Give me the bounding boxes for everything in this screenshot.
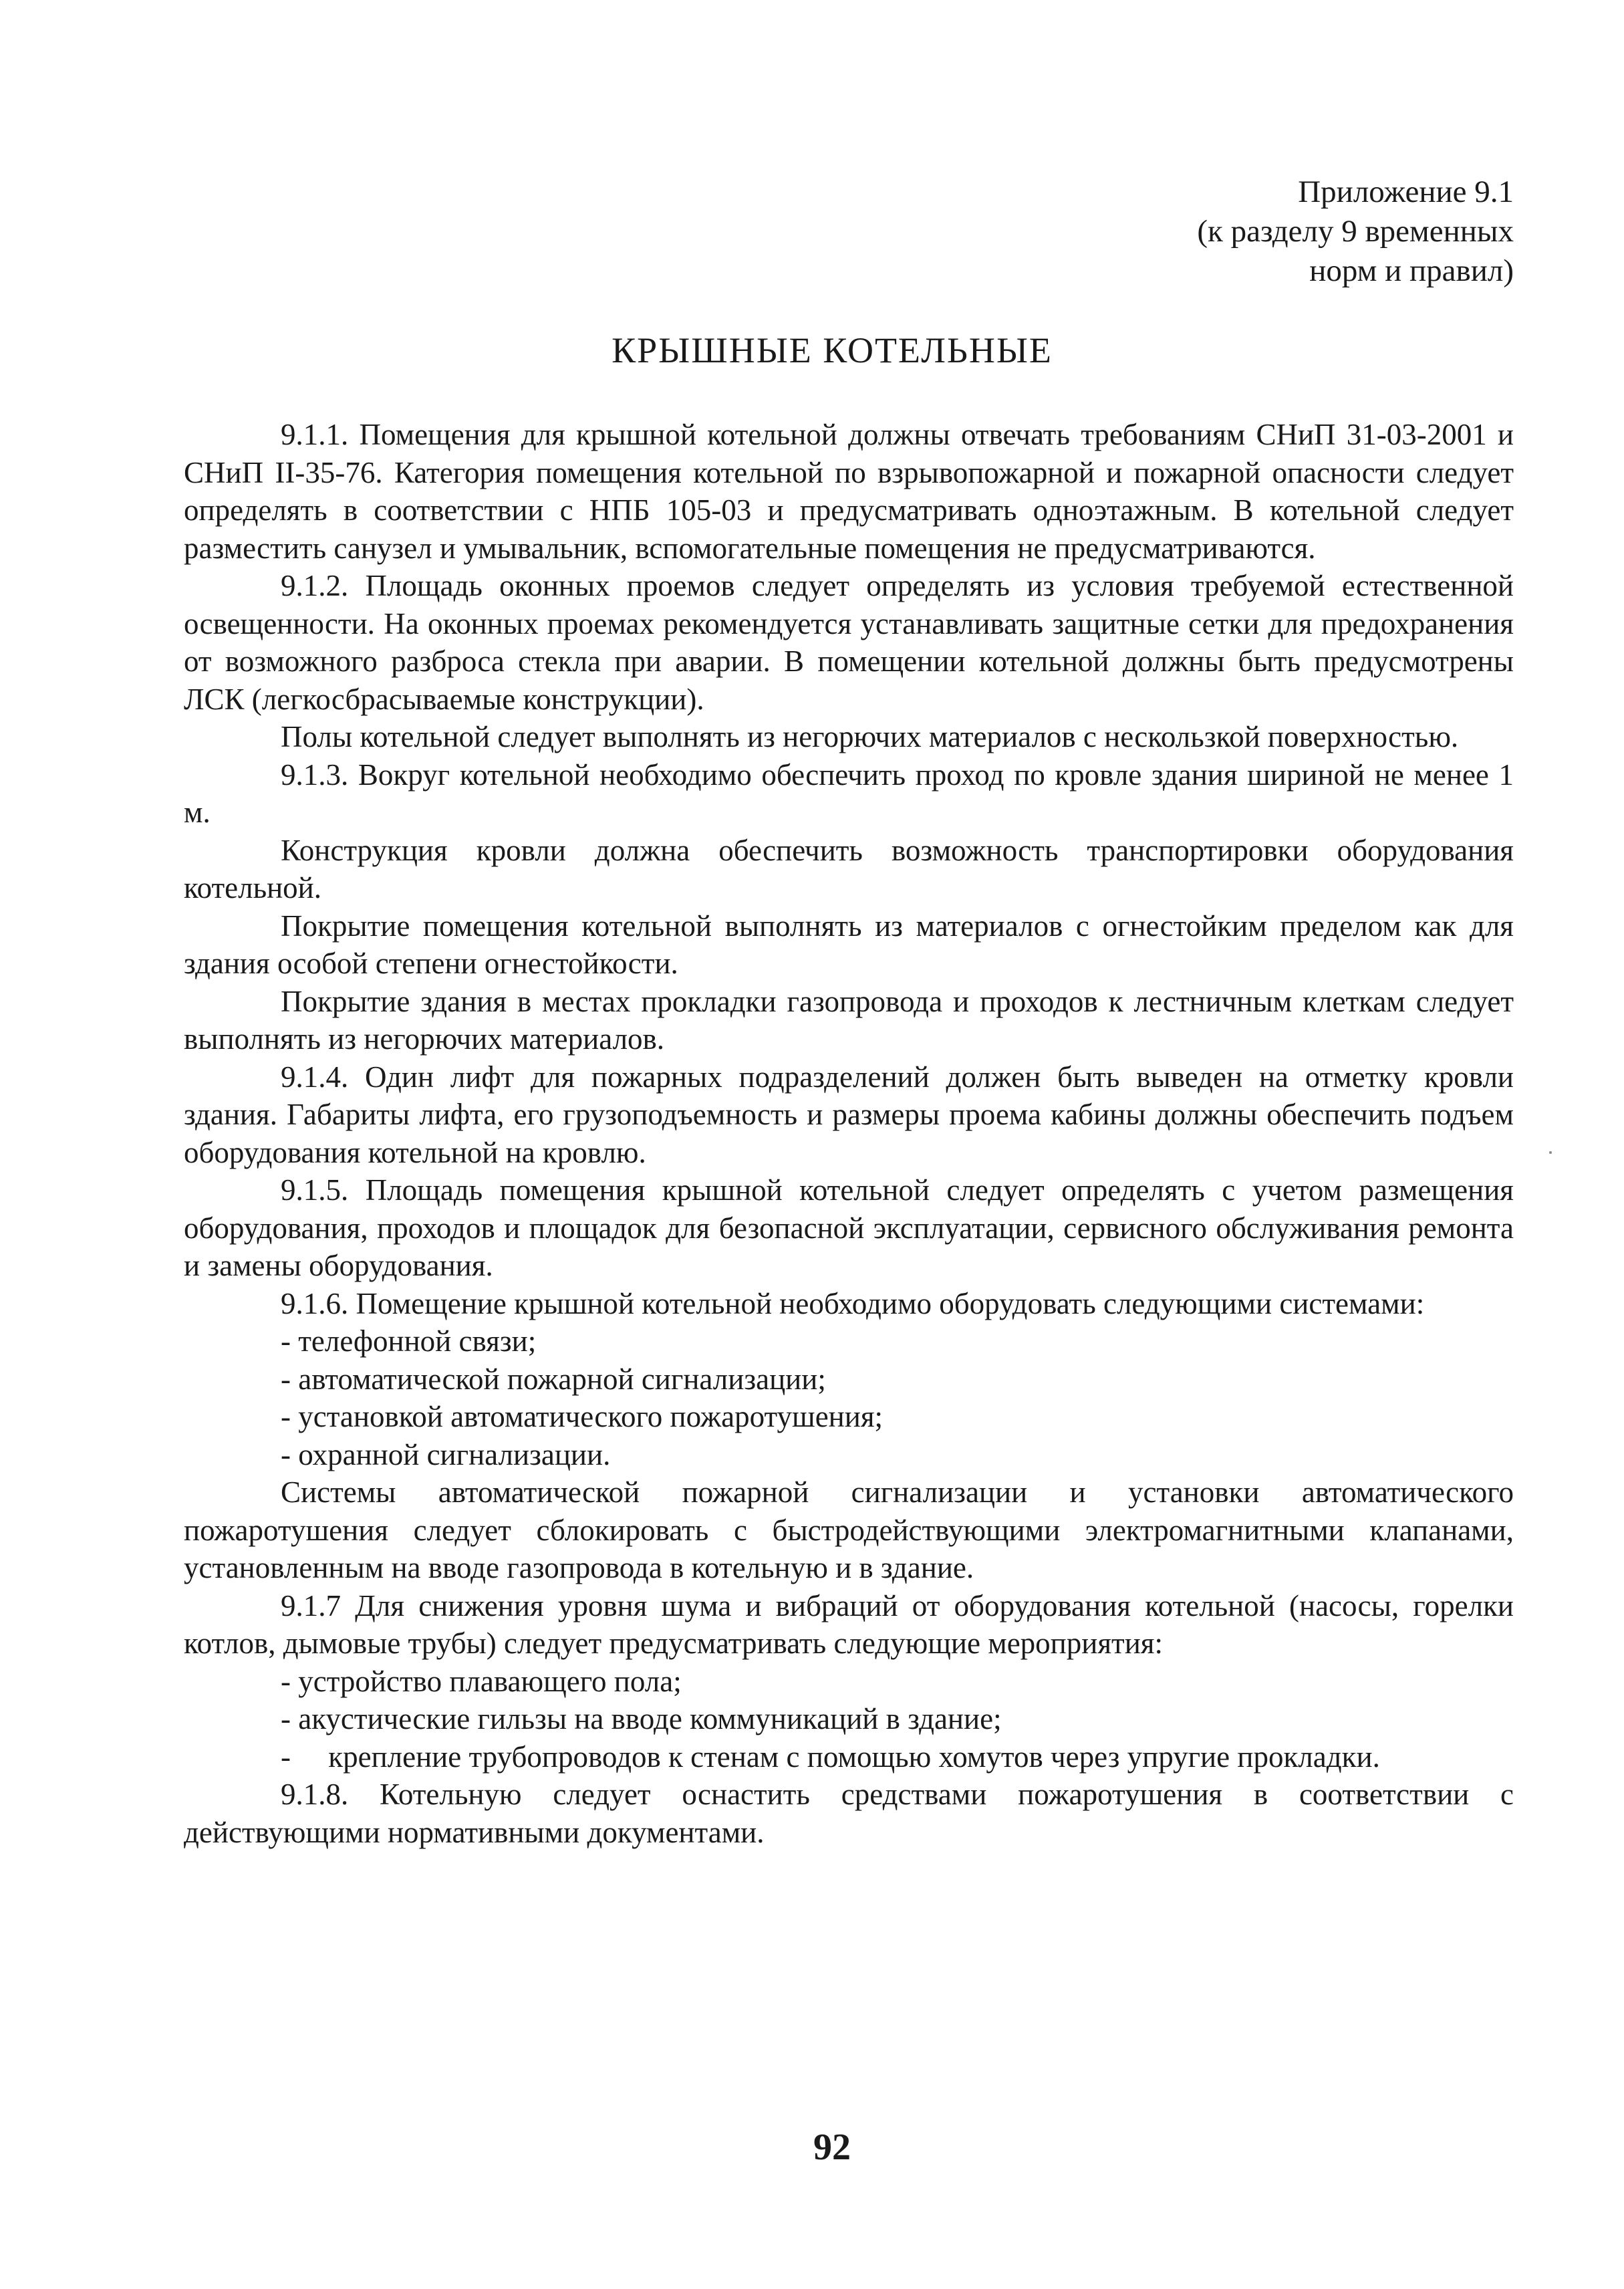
list-item: - охранной сигнализации. [281, 1437, 611, 1471]
paragraph-floors: Полы котельной следует выполнять из негорючих материалов с нескользкой поверхностью. [281, 720, 1459, 753]
list-item: - устройство плавающего пола; [281, 1664, 682, 1698]
paragraph-9-1-1: 9.1.1. Помещения для крышной котельной должны отвечать требованиям СНиП 31-03-2001 и СНиП II-35-76. Категория помещения котельной по взрывопожарной и пожарной опасности следует определять в соответствии с НПБ 105-03 и предусматривать одноэтажным. В котельной следует разместить санузел и умывальник, вспомогательные помещения не предусматриваются. [184, 418, 1514, 565]
list-item: - автоматической пожарной сигнализации; [281, 1362, 826, 1396]
paragraph-9-1-2: 9.1.2. Площадь оконных проемов следует определять из условия требуемой естественной освещенности. На оконных проемах рекомендуется устанавливать защитные сетки для предохранения от возможного разброса стекла при аварии. В помещении котельной должны быть предусмотрены ЛСК (легкосбрасываемые конструкции). [184, 569, 1514, 716]
annex-line-1: Приложение 9.1 [1298, 174, 1514, 209]
paragraph-roof-construction: Конструкция кровли должна обеспечить возможность транспортировки оборудования котельной. [184, 833, 1514, 905]
page-title: КРЫШНЫЕ КОТЕЛЬНЫЕ [612, 330, 1053, 370]
paragraph-9-1-8: 9.1.8. Котельную следует оснастить средствами пожаротушения в соответствии с действующими нормативными документами. [184, 1778, 1514, 1849]
paragraph-9-1-7: 9.1.7 Для снижения уровня шума и вибраций от оборудования котельной (насосы, горелки котлов, дымовые трубы) следует предусматривать следующие мероприятия: [184, 1588, 1514, 1660]
paragraph-9-1-6: 9.1.6. Помещение крышной котельной необходимо оборудовать следующими системами: [281, 1286, 1425, 1320]
paragraph-9-1-5: 9.1.5. Площадь помещения крышной котельной следует определять с учетом размещения оборудования, проходов и площадок для безопасной эксплуатации, сервисного обслуживания ремонта и замены оборудования. [184, 1173, 1514, 1282]
paragraph-9-1-4: 9.1.4. Один лифт для пожарных подразделений должен быть выведен на отметку кровли здания. Габариты лифта, его грузоподъемность и размеры проема кабины должны обеспечить подъем оборудования котельной на кровлю. [184, 1060, 1514, 1169]
annex-reference [1197, 172, 1514, 291]
paragraph-systems-interlock: Системы автоматической пожарной сигнализации и установки автоматического пожаротушения следует сблокировать с быстродействующими электромагнитными клапанами, установленным на вводе газопровода в котельную и в здание. [184, 1475, 1514, 1584]
list-item: - установкой автоматического пожаротушения; [281, 1400, 884, 1433]
scan-speck [1549, 1151, 1552, 1154]
annex-line-2: (к разделу 9 временных [1197, 214, 1514, 249]
list-item: - крепление трубопроводов к стенам с помощью хомутов через упругие прокладки. [281, 1739, 1380, 1774]
list-item: - акустические гильзы на вводе коммуникаций в здание; [281, 1702, 1002, 1735]
list-item: - телефонной связи; [281, 1324, 537, 1358]
paragraph-room-covering: Покрытие помещения котельной выполнять из материалов с огнестойким пределом как для здания особой степени огнестойкости. [184, 909, 1514, 980]
paragraph-9-1-3: 9.1.3. Вокруг котельной необходимо обеспечить проход по кровле здания шириной не менее 1 м. [184, 757, 1514, 829]
document-body [184, 416, 1514, 1851]
paragraph-building-covering: Покрытие здания в местах прокладки газопровода и проходов к лестничным клеткам следует выполнять из негорючих материалов. [184, 984, 1514, 1056]
page-number: 92 [813, 2127, 851, 2168]
annex-line-3: норм и правил) [1309, 253, 1514, 288]
